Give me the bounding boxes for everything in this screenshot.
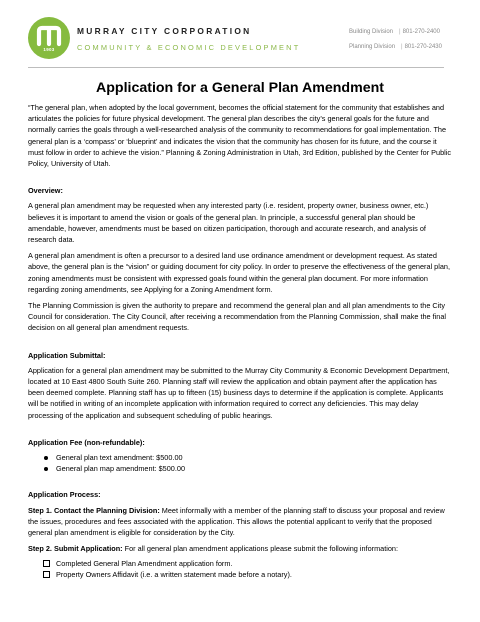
step-2-label: Step 2. Submit Application: — [28, 544, 123, 554]
submission-checklist — [28, 558, 452, 580]
overview-paragraph: A general plan amendment may be requested when any interested party (i.e. resident, property owner, business owner, etc.) believes it is important to amend the vision or goals of the general plan. In principle, a successful general plan should be amendable, however, amendments must be based on citizen participation, thorough and accurate research, and analysis of research data. — [28, 201, 429, 245]
page-title: Application for a General Plan Amendment — [95, 80, 384, 96]
step-2-text: For all general plan amendment applications please submit the following information: — [122, 544, 399, 554]
checklist-item-label: Completed General Plan Amendment application form. — [56, 558, 233, 568]
checkbox[interactable] — [43, 571, 50, 578]
step-1 — [28, 505, 452, 539]
overview-heading: Overview: — [28, 186, 63, 196]
org-name: MURRAY CITY CORPORATION — [77, 26, 252, 36]
contact-building: Building Division | 801-270-2400 — [349, 29, 440, 35]
contact-phone: 801-270-2400 — [402, 29, 440, 35]
checklist-item — [28, 569, 452, 580]
step-1-label: Step 1. Contact the Planning Division: — [28, 505, 160, 515]
overview-paragraph: The Planning Commission is given the authority to prepare and recommend the general plan and all plan amendments to the City Council for consideration. The City Council, after receiving a recommendation from the Planning Commission, shall make the final decision on all general plan amendment requests. — [28, 301, 447, 333]
m-logo-icon — [28, 17, 70, 59]
intro-quote: “The general plan, when adopted by the local government, becomes the official statement for the community that establishes and articulates the policies for future physical development. The general plan describes the city’s general goals for the future and normally carries the goals through a well-researched analysis of the community to recommendations for goal implementation. The general plan is a ‘compass’ or ‘blueprint’ and indicates the vision that the community has chosen for its future, and the course it must follow in order to achieve the vision.” Planning & Zoning Administration in Utah, 3rd Edition, published by the Center for Public Policy, University of Utah. — [28, 103, 452, 169]
fee-heading: Application Fee (non-refundable): — [28, 437, 145, 447]
logo-year: 1903 — [43, 47, 55, 52]
checklist-item — [28, 558, 452, 569]
fee-item: General plan map amendment: $500.00 — [28, 463, 452, 474]
contact-phone: 801-270-2430 — [404, 44, 442, 50]
contact-label: Planning Division — [349, 44, 396, 50]
fee-item: General plan text amendment: $500.00 — [28, 452, 452, 463]
submittal-paragraph: Application for a general plan amendment may be submitted to the Murray City Community & Economic Development Department, located at 10 East 4800 South Suite 260. Planning staff will review the application and obtain payment after the application has been deemed complete. Planning staff has up to fifteen (15) business days to determine if the application is complete. Applicants will be notified in writing of an incomplete application with information required to correct any deficiencies. This may delay processing of the application and subsequent scheduling of public hearings. — [28, 365, 450, 420]
step-1-text: Meet informally with a member of the planning staff to discuss your proposal and review the issues, procedures and fees associated with the application. This allows the potential applicant to verify that the proposed general plan amendment is eligible for consideration by the City. — [28, 505, 445, 538]
step-2 — [28, 543, 452, 554]
murray-city-logo — [28, 17, 70, 59]
document-body — [28, 102, 452, 580]
contact-label: Building Division — [349, 29, 394, 35]
org-department: COMMUNITY & ECONOMIC DEVELOPMENT — [77, 43, 301, 52]
process-heading: Application Process: — [28, 490, 101, 500]
fee-list — [28, 452, 452, 474]
header-divider — [28, 67, 444, 68]
submittal-heading: Application Submittal: — [28, 350, 106, 360]
checkbox[interactable] — [43, 560, 50, 567]
checklist-item-label: Property Owners Affidavit (i.e. a written statement made before a notary). — [56, 569, 292, 579]
contact-planning: Planning Division | 801-270-2430 — [349, 44, 442, 50]
overview-paragraph: A general plan amendment is often a precursor to a desired land use ordinance amendment or development request. As stated above, the general plan is the “vision” or guiding document for city policy. In order to preserve the effectiveness of the general plan, zoning amendments must be consistent with expressed goals found within the general plan document. For more information regarding zoning amendments, see Applying for a Zoning Amendment form. — [28, 251, 450, 294]
